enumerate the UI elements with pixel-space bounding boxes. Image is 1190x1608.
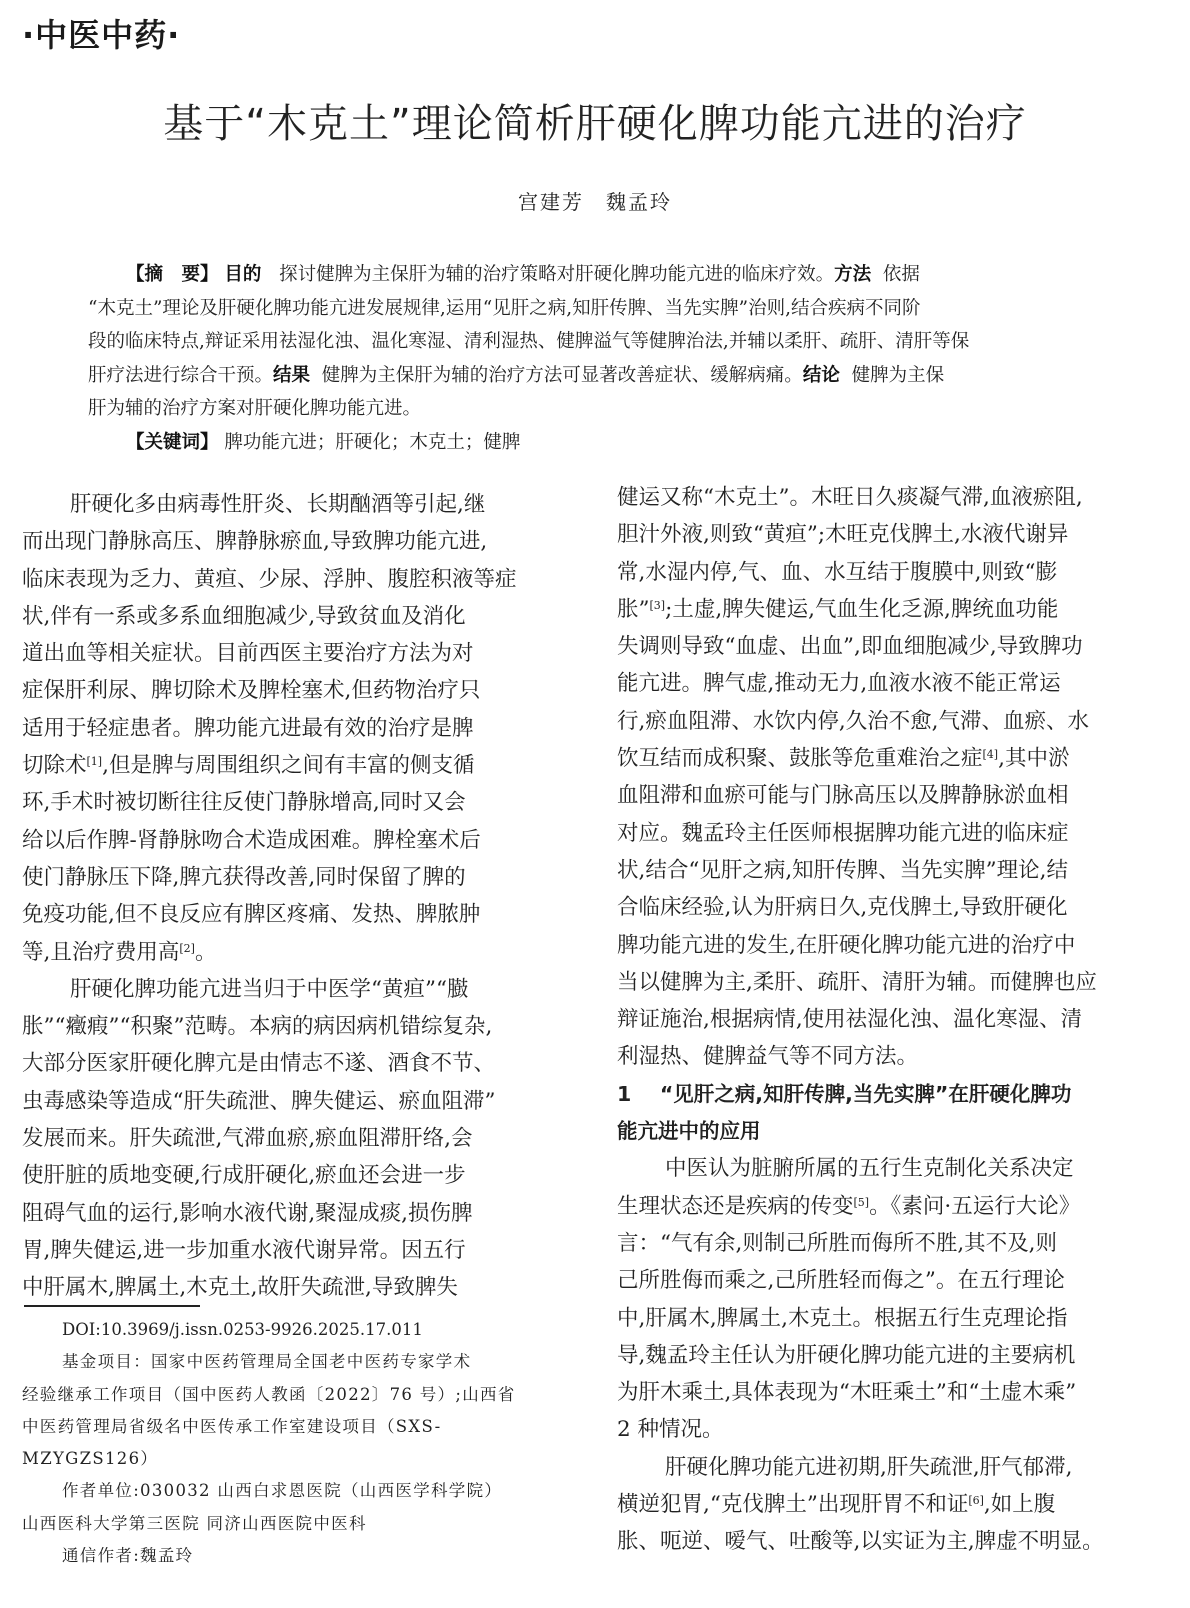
- article-title: 基于“木克土”理论简析肝硬化脾功能亢进的治疗: [163, 101, 1027, 147]
- conclusion-label: 结论: [802, 364, 840, 386]
- section-tag: ·中医中药·: [22, 16, 181, 54]
- body-line: 免疫功能,但不良反应有脾区疼痛、发热、脾脓肿: [22, 902, 481, 928]
- body-line: 胀”“癥瘕”“积聚”范畴。本病的病因病机错综复杂,: [22, 1014, 493, 1040]
- body-line: 环,手术时被切断往往反使门静脉增高,同时又会: [22, 790, 466, 816]
- section-heading: 能亢进中的应用: [617, 1119, 761, 1144]
- body-line: 使肝脏的质地变硬,行成肝硬化,瘀血还会进一步: [22, 1163, 466, 1189]
- body-line: 虫毒感染等造成“肝失疏泄、脾失健运、瘀血阻滞”: [22, 1088, 496, 1114]
- body-line: 能亢进。脾气虚,推动无力,血液水液不能正常运: [617, 671, 1061, 697]
- body-text: ;土虚,脾失健运,气血生化乏源,脾统血功能: [665, 596, 1059, 622]
- body-text: ,如上腹: [983, 1492, 1056, 1518]
- body-line: 状,结合“见肝之病,知肝传脾、当先实脾”理论,结: [617, 857, 1068, 883]
- body-text: 横逆犯胃,“克伐脾土”出现肝胃不和证: [617, 1492, 969, 1518]
- body-line: 常,水湿内停,气、血、水互结于腹膜中,则致“膨: [617, 559, 1057, 585]
- body-line: 状,伴有一系或多系血细胞减少,导致贫血及消化: [22, 603, 466, 629]
- body-line: 当以健脾为主,柔肝、疏肝、清肝为辅。而健脾也应: [617, 969, 1097, 995]
- abstract: [88, 258, 1100, 459]
- body-line: [617, 740, 1169, 777]
- body-line: 导,魏孟玲主任认为肝硬化脾功能亢进的主要病机: [617, 1342, 1076, 1368]
- body-line: 血阻滞和血瘀可能与门脉高压以及脾静脉淤血相: [617, 783, 1069, 809]
- body-line: 临床表现为乏力、黄疸、少尿、浮肿、腹腔积液等症: [22, 566, 517, 592]
- body-text: 。《素问·五运行大论》: [869, 1193, 1081, 1219]
- section-heading: [617, 1076, 1169, 1113]
- footnotes: [22, 1314, 582, 1572]
- body-line: 道出血等相关症状。目前西医主要治疗方法为对: [22, 641, 474, 667]
- objective-label: 目的: [224, 264, 262, 285]
- body-line: 适用于轻症患者。脾功能亢进最有效的治疗是脾: [22, 715, 474, 741]
- body-line: [617, 1486, 1169, 1523]
- abstract-line: 肝为辅的治疗方案对肝硬化脾功能亢进。: [88, 398, 422, 419]
- body-line: 发展而来。肝失疏泄,气滞血瘀,瘀血阻滞肝络,会: [22, 1126, 473, 1152]
- authors: 宫建芳 魏孟玲: [518, 190, 672, 214]
- keywords: [88, 426, 1100, 460]
- abstract-label: 【摘 要】: [126, 264, 219, 285]
- body-line: [617, 591, 1169, 628]
- abstract-line: [88, 359, 1100, 393]
- citation-ref[interactable]: [4]: [982, 748, 999, 762]
- body-text: 切除术: [22, 753, 87, 779]
- body-text: 等,且治疗费用高: [22, 939, 180, 965]
- body-line: 辩证施治,根据病情,使用祛湿化浊、温化寒湿、清: [617, 1007, 1083, 1033]
- body-line: 阻碍气血的运行,影响水液代谢,聚湿成痰,损伤脾: [22, 1200, 473, 1226]
- body-line: 胆汁外液,则致“黄疸”;木旺克伐脾土,水液代谢异: [617, 522, 1069, 548]
- citation-ref[interactable]: [2]: [179, 941, 195, 955]
- abstract-line: “木克土”理论及肝硬化脾功能亢进发展规律,运用“见肝之病,知肝传脾、当先实脾”治则,结合疾病不同阶: [88, 297, 921, 319]
- body-line: 利湿热、健脾益气等不同方法。: [617, 1044, 919, 1070]
- method-text: 肝疗法进行综合干预。: [88, 364, 274, 386]
- body-text: ,其中淤: [998, 746, 1070, 772]
- citation-ref[interactable]: [5]: [853, 1195, 870, 1209]
- body-line: 肝硬化脾功能亢进当归于中医学“黄疸”“臌: [70, 976, 469, 1002]
- left-column: [22, 486, 577, 1307]
- abstract-line: [88, 258, 1100, 292]
- footnote-divider: [24, 1305, 200, 1307]
- body-line: 己所胜侮而乘之,己所胜轻而侮之”。在五行理论: [617, 1268, 1065, 1294]
- body-line: 症保肝利尿、脾切除术及脾栓塞术,但药物治疗只: [22, 678, 481, 704]
- body-line: 使门静脉压下降,脾亢获得改善,同时保留了脾的: [22, 864, 466, 890]
- method-label: 方法: [834, 264, 872, 285]
- body-line: 为肝木乘土,具体表现为“木旺乘土”和“土虚木乘”: [617, 1380, 1077, 1406]
- heading-text: “见肝之病,知肝传脾,当先实脾”在肝硬化脾功: [659, 1081, 1072, 1106]
- body-line: 行,瘀血阻滞、水饮内停,久治不愈,气滞、血瘀、水: [617, 708, 1090, 734]
- objective-text: 探讨健脾为主保肝为辅的治疗策略对肝硬化脾功能亢进的临床疗效。: [279, 264, 835, 285]
- body-line: 合临床经验,认为肝病日久,克伐脾土,导致肝硬化: [617, 895, 1068, 921]
- doi[interactable]: DOI:10.3969/j.issn.0253-9926.2025.17.011: [62, 1320, 423, 1339]
- keywords-label: 【关键词】: [126, 431, 219, 453]
- body-line: 中医认为脏腑所属的五行生克制化关系决定: [665, 1156, 1074, 1182]
- body-line: 肝硬化脾功能亢进初期,肝失疏泄,肝气郁滞,: [665, 1454, 1073, 1480]
- body-text: 。: [194, 939, 217, 965]
- body-line: [22, 934, 577, 971]
- result-text: 健脾为主保肝为辅的治疗方法可显著改善症状、缓解病痛。: [321, 364, 803, 386]
- body-line: 大部分医家肝硬化脾亢是由情志不遂、酒食不节、: [22, 1051, 496, 1077]
- fund-line: 经验继承工作项目（国中医药人教函〔2022〕76 号）;山西省: [22, 1384, 516, 1404]
- body-line: 失调则导致“血虚、出血”,即血细胞减少,导致脾功: [617, 634, 1083, 660]
- abstract-line: 段的临床特点,辩证采用祛湿化浊、温化寒湿、清利湿热、健脾溢气等健脾治法,并辅以柔肝、疏肝、清肝等保: [88, 331, 970, 352]
- body-line: 言：“气有余,则制己所胜而侮所不胜,其不及,则: [617, 1230, 1057, 1256]
- affiliation-line: 作者单位:030032 山西白求恩医院（山西医学科学院）: [62, 1481, 503, 1501]
- citation-ref[interactable]: [6]: [968, 1494, 984, 1508]
- fund-line: 中医药管理局省级名中医传承工作室建设项目（SXS-: [22, 1416, 442, 1436]
- body-text: 饮互结而成积聚、鼓胀等危重难治之症: [617, 746, 983, 772]
- body-line: 健运又称“木克土”。木旺日久痰凝气滞,血液瘀阻,: [617, 485, 1083, 510]
- conclusion-text: 健脾为主保: [851, 364, 945, 386]
- body-text: 胀”: [617, 596, 650, 622]
- body-line: [617, 1188, 1169, 1225]
- body-line: 2 种情况。: [617, 1417, 724, 1443]
- body-line: [22, 747, 577, 784]
- fund-line: MZYGZS126）: [22, 1449, 159, 1469]
- body-line: 脾功能亢进的发生,在肝硬化脾功能亢进的治疗中: [617, 932, 1076, 958]
- body-line: 肝硬化多由病毒性肝炎、长期酗酒等引起,继: [70, 492, 486, 517]
- citation-ref[interactable]: [3]: [649, 598, 666, 612]
- corresponding-author: 通信作者:魏孟玲: [62, 1546, 194, 1566]
- fund-line: 基金项目：国家中医药管理局全国老中医药专家学术: [62, 1352, 472, 1372]
- method-text: 依据: [882, 264, 920, 285]
- body-line: 对应。魏孟玲主任医师根据脾功能亢进的临床症: [617, 820, 1069, 846]
- body-line: 中肝属木,脾属土,木克土,故肝失疏泄,导致脾失: [22, 1275, 458, 1301]
- body-line: 而出现门静脉高压、脾静脉瘀血,导致脾功能亢进,: [22, 529, 488, 555]
- body-text: ,但是脾与周围组织之间有丰富的侧支循: [102, 753, 475, 779]
- body-line: 给以后作脾-肾静脉吻合术造成困难。脾栓塞术后: [22, 827, 481, 853]
- result-label: 结果: [273, 364, 311, 386]
- body-line: 胃,脾失健运,进一步加重水液代谢异常。因五行: [22, 1237, 466, 1263]
- affiliation-line: 山西医科大学第三医院 同济山西医院中医科: [22, 1513, 367, 1533]
- citation-ref[interactable]: [1]: [86, 755, 103, 769]
- heading-number: 1: [617, 1081, 632, 1106]
- body-line: 中,肝属木,脾属土,木克土。根据五行生克理论指: [617, 1305, 1068, 1331]
- right-column: [617, 479, 1169, 1561]
- body-text: 生理状态还是疾病的传变: [617, 1193, 854, 1219]
- keywords-text: 脾功能亢进；肝硬化；木克土；健脾: [224, 431, 521, 453]
- body-line: 胀、呃逆、嗳气、吐酸等,以实证为主,脾虚不明显。: [617, 1529, 1104, 1555]
